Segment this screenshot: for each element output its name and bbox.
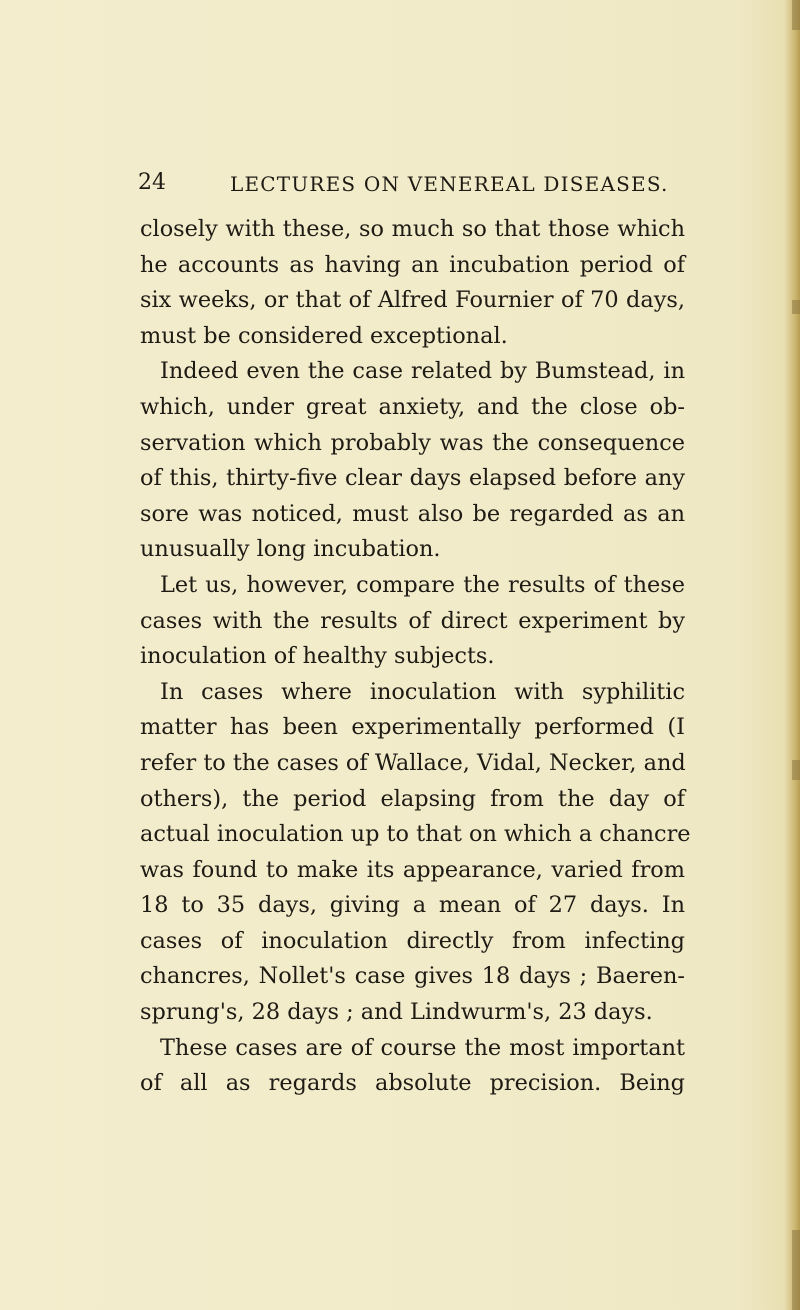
text-line: cases with the results of direct experiment by — [140, 607, 685, 634]
text-line: cases of inoculation directly from infecting — [140, 927, 685, 954]
text-line: chancres, Nollet's case gives 18 days ; Baeren- — [140, 963, 685, 990]
text-line: inoculation of healthy subjects. — [140, 643, 495, 670]
page-edge-stain — [792, 1230, 800, 1310]
text-line: servation which probably was the consequence — [140, 429, 685, 456]
text-line: which, under great anxiety, and the close ob- — [140, 393, 685, 420]
text-line: In cases where inoculation with syphilitic — [160, 678, 685, 705]
text-line: sore was noticed, must also be regarded as an — [140, 500, 685, 527]
running-head-title: LECTURES ON VENEREAL DISEASES. — [230, 172, 669, 196]
text-line: six weeks, or that of Alfred Fournier of 70 days, — [140, 287, 685, 314]
page-edge — [784, 0, 800, 1310]
text-line: sprung's, 28 days ; and Lindwurm's, 23 days. — [140, 999, 653, 1026]
text-line: Let us, however, compare the results of these — [160, 571, 685, 598]
page-number: 24 — [138, 170, 166, 195]
text-line: actual inoculation up to that on which a chancre — [140, 821, 691, 848]
text-line: Indeed even the case related by Bumstead, in — [160, 358, 685, 385]
text-line: of all as regards absolute precision. Being — [140, 1070, 685, 1097]
text-line: unusually long incubation. — [140, 536, 441, 563]
body-text — [140, 212, 691, 1102]
page-edge-stain — [792, 0, 800, 30]
text-line: closely with these, so much so that those which — [140, 216, 685, 242]
page-edge-stain — [792, 760, 800, 780]
text-line: 18 to 35 days, giving a mean of 27 days. In — [140, 892, 685, 919]
running-header — [138, 170, 678, 200]
text-line: matter has been experimentally performed (I — [140, 714, 685, 741]
page-edge-stain — [792, 300, 800, 314]
text-line: he accounts as having an incubation period of — [140, 251, 685, 278]
text-line: must be considered exceptional. — [140, 322, 508, 349]
text-line: These cases are of course the most important — [160, 1034, 685, 1061]
text-line: was found to make its appearance, varied from — [140, 856, 685, 883]
text-line: refer to the cases of Wallace, Vidal, Necker, and — [140, 749, 686, 776]
text-line: of this, thirty-five clear days elapsed before any — [140, 465, 685, 492]
text-line: others), the period elapsing from the day of — [140, 785, 685, 812]
